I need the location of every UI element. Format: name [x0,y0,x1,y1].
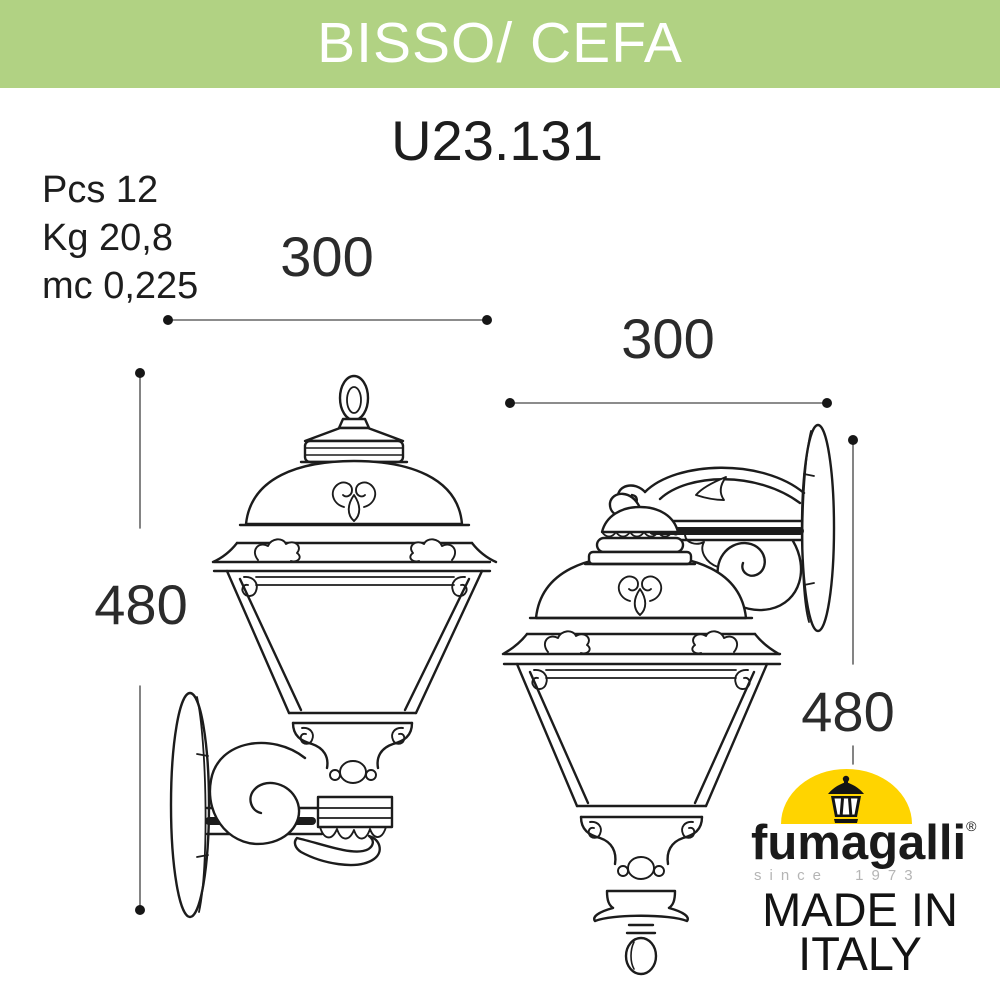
dim-label-width-right: 300 [621,307,715,370]
made-in-line1: MADE IN [762,883,958,936]
spec-pcs: Pcs 12 [42,169,159,211]
brand-row [751,815,976,871]
dim-label-width-left: 300 [280,225,374,288]
dim-label-height-right: 480 [801,680,895,743]
series-title: BISSO/ CEFA [317,11,683,75]
spec-kg: Kg 20,8 [42,217,173,259]
logo-tagline: since 1973 [754,867,921,884]
dim-label-height-left: 480 [94,573,188,636]
product-code: U23.131 [391,109,603,172]
spec-mc: mc 0,225 [42,265,199,307]
fumagalli-logo [740,755,980,985]
registered-mark: ® [966,818,977,834]
made-in-line2: ITALY [798,927,922,980]
left-lantern-drawing [171,376,496,917]
brand-wordmark: fumagalli [751,816,967,870]
